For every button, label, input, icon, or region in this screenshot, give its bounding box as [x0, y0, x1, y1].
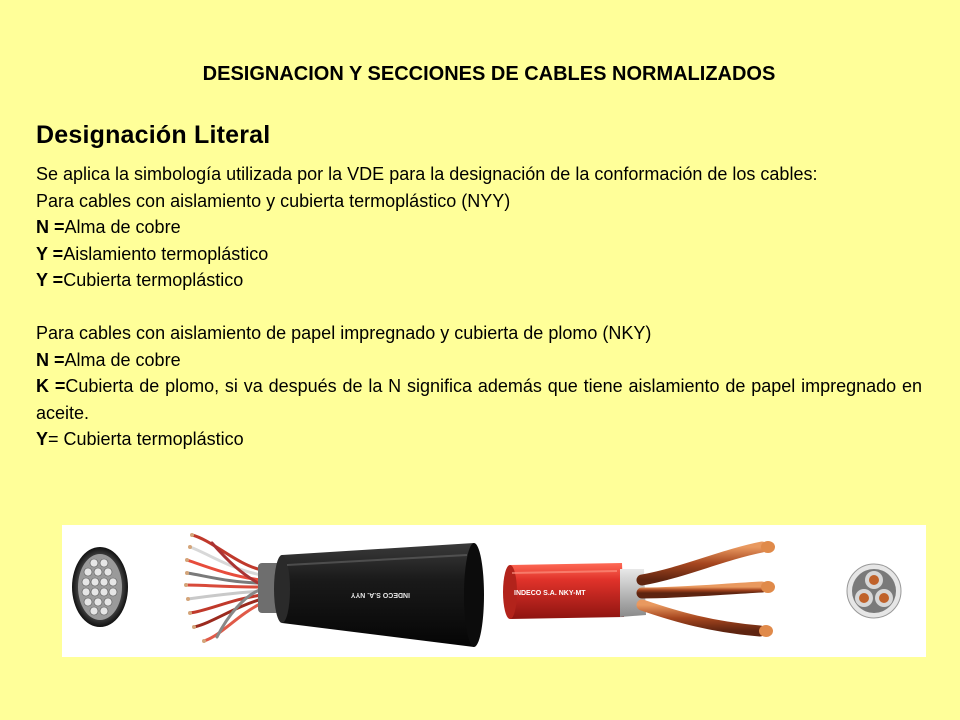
nyy-item-y2: [36, 267, 922, 294]
nky-item-y: [36, 426, 922, 453]
paragraph-gap: [36, 294, 922, 321]
nyy-item-y1: [36, 241, 922, 268]
slide-title: DESIGNACION Y SECCIONES DE CABLES NORMALIZADOS: [202, 63, 776, 85]
nky-cross-section-image: [847, 564, 901, 618]
nyy-caption: Para cables con aislamiento y cubierta termoplástico (NYY): [36, 190, 511, 211]
section-heading: Designación Literal: [36, 121, 271, 149]
cable-photo-strip: [62, 525, 926, 657]
code-label: K =: [36, 376, 66, 396]
nyy-black-cable-image: [184, 533, 484, 647]
code-description: Aislamiento termoplástico: [63, 243, 269, 264]
nyy-cross-section-image: [72, 547, 128, 627]
intro-paragraph: Se aplica la simbología utilizada por la VDE para la designación de la conformación de los cables:: [36, 164, 818, 184]
nky-caption: Para cables con aislamiento de papel impregnado y cubierta de plomo (NKY): [36, 323, 652, 343]
code-label: N =: [36, 349, 65, 370]
code-label: N =: [36, 217, 65, 237]
code-label: Y: [36, 429, 49, 449]
nky-item-n: [36, 347, 922, 374]
code-description: Cubierta termoplástico: [63, 270, 244, 290]
code-description: = Cubierta termoplástico: [48, 429, 244, 449]
body-text: [36, 161, 922, 453]
nyy-item-n: [36, 214, 922, 241]
code-description: Alma de cobre: [64, 217, 181, 237]
code-description: Cubierta de plomo, si va después de la N significa además que tiene aislamiento de papel impregnado en aceite.: [36, 376, 922, 423]
black-cable-print-text: INDECO S.A. NYY: [350, 591, 410, 598]
nky-red-cable-image: [503, 541, 775, 637]
red-cable-print-text: INDECO S.A. NKY-MT: [514, 590, 586, 597]
code-label: Y =: [36, 270, 64, 290]
code-description: Alma de cobre: [64, 349, 181, 370]
code-label: Y =: [36, 243, 64, 264]
nky-item-k: [36, 373, 922, 426]
